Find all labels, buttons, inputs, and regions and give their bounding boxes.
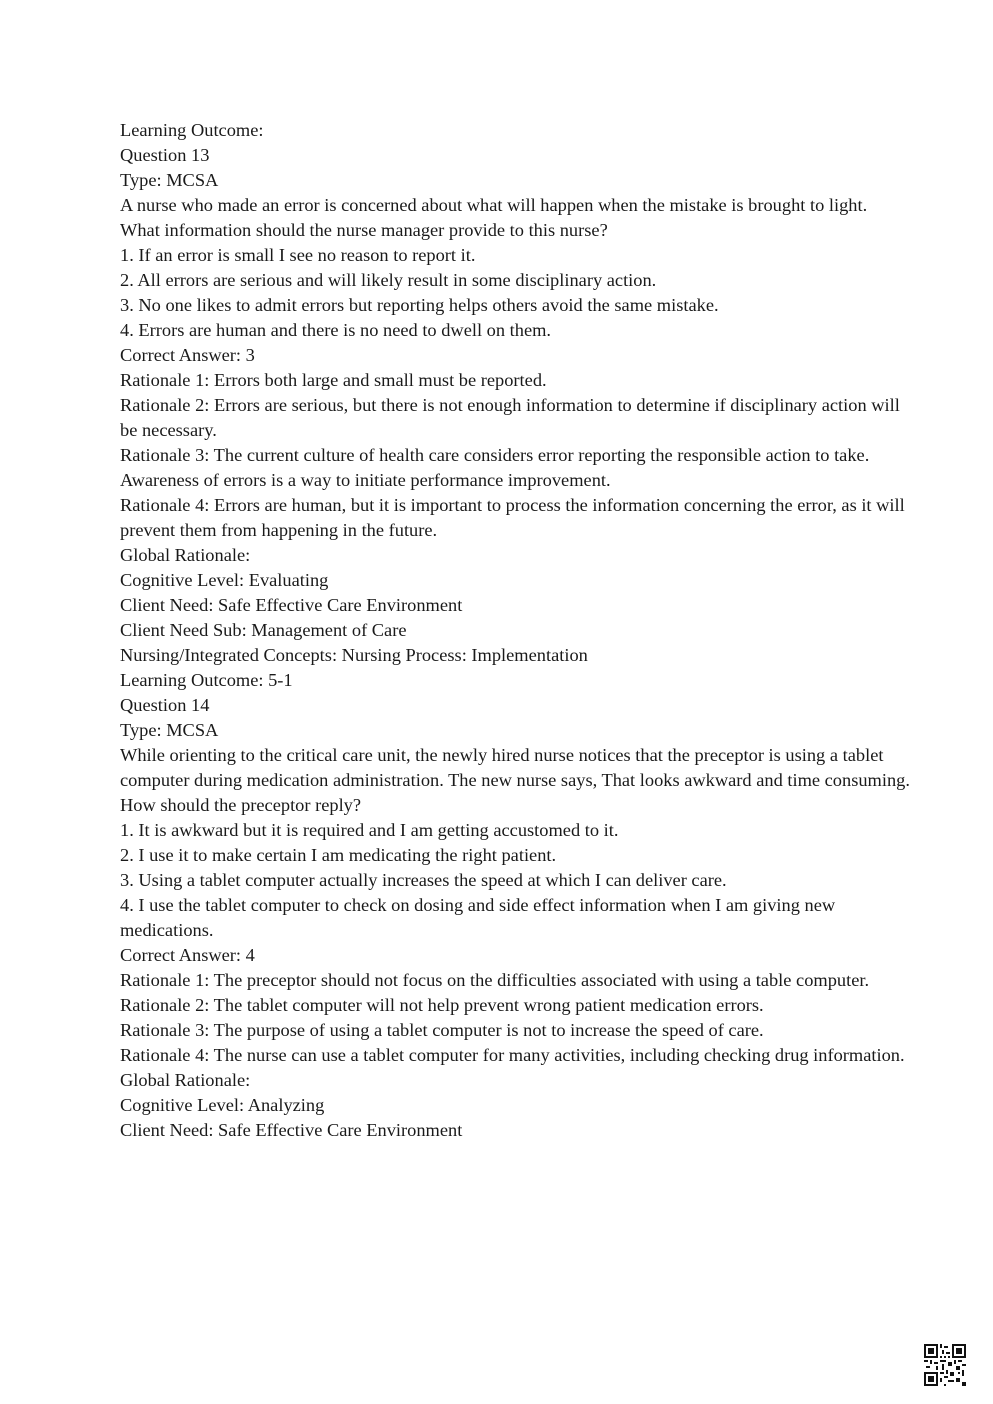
rationale: Rationale 4: The nurse can use a tablet computer for many activities, including checking drug information. [120,1045,905,1065]
answer-option: 3. No one likes to admit errors but reporting helps others avoid the same mistake. [120,295,719,315]
client-need: Client Need: Safe Effective Care Environment [120,1120,463,1140]
client-need: Client Need: Safe Effective Care Environment [120,595,463,615]
rationale: Rationale 3: The current culture of health care considers error reporting the responsible action to take. Awareness of errors is a way to initiate performance improvement. [120,445,870,490]
answer-option: 2. I use it to make certain I am medicating the right patient. [120,845,557,865]
learning-outcome-label: Learning Outcome: [120,120,264,140]
correct-answer: Correct Answer: 3 [120,345,255,365]
cognitive-level: Cognitive Level: Evaluating [120,570,329,590]
answer-option: 1. If an error is small I see no reason to report it. [120,245,476,265]
answer-option: 4. I use the tablet computer to check on dosing and side effect information when I am giving new medications. [120,895,836,940]
correct-answer: Correct Answer: 4 [120,945,255,965]
qr-code-icon [924,1344,966,1386]
rationale: Rationale 1: The preceptor should not focus on the difficulties associated with using a table computer. [120,970,870,990]
document-body [120,118,910,1143]
rationale: Rationale 4: Errors are human, but it is important to process the information concerning the error, as it will prevent them from happening in the future. [120,495,905,540]
rationale: Rationale 2: Errors are serious, but there is not enough information to determine if disciplinary action will be necessary. [120,395,900,440]
question-stem: A nurse who made an error is concerned about what will happen when the mistake is brought to light. What information should the nurse manager provide to this nurse? [120,195,868,240]
question-number: Question 14 [120,695,210,715]
question-type: Type: MCSA [120,720,219,740]
question-number: Question 13 [120,145,210,165]
rationale: Rationale 2: The tablet computer will not help prevent wrong patient medication errors. [120,995,764,1015]
global-rationale: Global Rationale: [120,1070,251,1090]
question-type: Type: MCSA [120,170,219,190]
cognitive-level: Cognitive Level: Analyzing [120,1095,325,1115]
client-need-sub: Client Need Sub: Management of Care [120,620,407,640]
rationale: Rationale 3: The purpose of using a tablet computer is not to increase the speed of care. [120,1020,764,1040]
answer-option: 4. Errors are human and there is no need to dwell on them. [120,320,552,340]
answer-option: 2. All errors are serious and will likely result in some disciplinary action. [120,270,657,290]
answer-option: 3. Using a tablet computer actually increases the speed at which I can deliver care. [120,870,727,890]
learning-outcome-label: Learning Outcome: 5-1 [120,670,293,690]
question-stem: While orienting to the critical care unit, the newly hired nurse notices that the preceptor is using a tablet computer during medication administration. The new nurse says, That looks awkward and time consuming. How should the preceptor reply? [120,745,910,815]
global-rationale: Global Rationale: [120,545,251,565]
rationale: Rationale 1: Errors both large and small must be reported. [120,370,547,390]
integrated-concepts: Nursing/Integrated Concepts: Nursing Process: Implementation [120,645,588,665]
answer-option: 1. It is awkward but it is required and I am getting accustomed to it. [120,820,619,840]
